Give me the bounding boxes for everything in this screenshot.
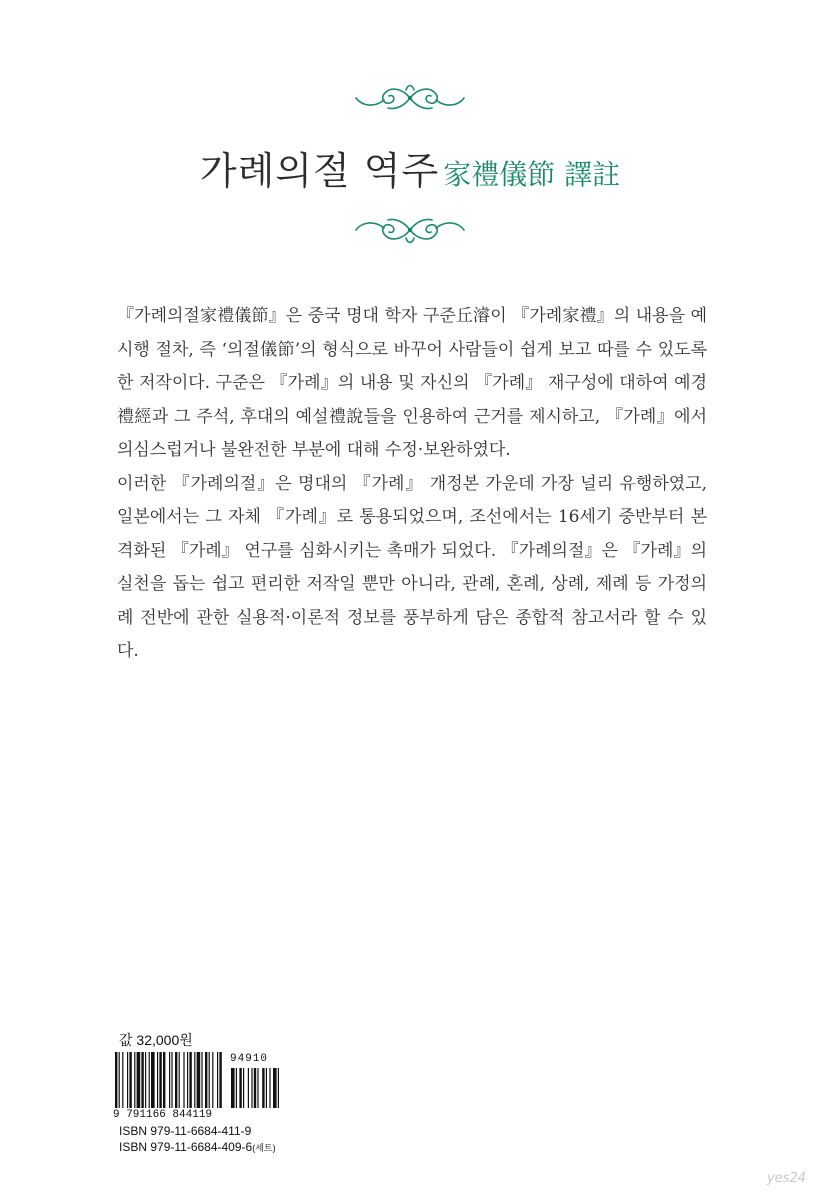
barcode-bar [115, 1052, 117, 1108]
barcode-bar [145, 1052, 146, 1108]
isbn-set [119, 1140, 276, 1154]
barcode-bar [217, 1052, 218, 1108]
watermark: yes24 [766, 1171, 806, 1186]
barcode-bar [157, 1052, 158, 1108]
barcode-addon-bar [254, 1068, 256, 1108]
barcode-addon-bar [273, 1068, 277, 1108]
barcode-addon-bar [262, 1068, 264, 1108]
barcode-bar [169, 1052, 170, 1108]
barcode-addon-bar [243, 1068, 244, 1108]
barcode-addon-bar [266, 1068, 267, 1108]
barcode-addon-bar [248, 1068, 249, 1108]
barcode-bar [212, 1052, 213, 1108]
barcode-bar [149, 1052, 150, 1108]
barcode-bar [183, 1052, 184, 1108]
title-hanja: 家禮儀節 譯註 [443, 158, 621, 191]
barcode-digits: 9 791166 844119 [113, 1109, 213, 1121]
description-paragraph-2: 이러한 『가례의절』은 명대의 『가례』 개정본 가운데 가장 널리 유행하였고, 일본에서는 그 자체 『가례』로 통용되었으며, 조선에서는 16세기 중반부터 본격화된 『가례』 연구를 심화시키는 촉매가 되었다. 『가례의절』은 『가례』의 실천을 돕는 쉽고 편리한 저작일 뿐만 아니라, 관례, 혼례, 상례, 제례 등 가정의례 전반에 관한 실용적·이론적 정보를 풍부하게 담은 종합적 참고서라 할 수 있다. [117, 473, 707, 661]
barcode-bar [141, 1052, 143, 1108]
barcode-addon-bar [239, 1068, 241, 1108]
ornament-bottom-icon [350, 212, 470, 248]
barcode-addon-bar [251, 1068, 252, 1108]
barcode-bar [122, 1052, 123, 1108]
description-paragraph-1: 『가례의절家禮儀節』은 중국 명대 학자 구준丘濬이 『가례家禮』의 내용을 예 시행 절차, 즉 ‘의절儀節’의 형식으로 바꾸어 사람들이 쉽게 보고 따를 수 있도록 한 저작이다. 구준은 『가례』의 내용 및 자신의 『가례』 재구성에 대하여 예경禮經과 그 주석, 후대의 예설禮說들을 인용하여 근거를 제시하고, 『가례』에서 의심스럽거나 불완전한 부분에 대해 수정·보완하였다. [117, 306, 707, 460]
barcode-bar [137, 1052, 141, 1108]
isbn-main: ISBN 979-11-6684-411-9 [119, 1124, 252, 1138]
barcode-bar [201, 1052, 202, 1108]
barcode-bar [134, 1052, 135, 1108]
barcode-bar [119, 1052, 120, 1108]
barcode-bar [171, 1052, 172, 1108]
barcode-bar [197, 1052, 201, 1108]
barcode-bar [175, 1052, 177, 1108]
book-title [0, 140, 820, 195]
barcode-addon-bar [269, 1068, 270, 1108]
isbn-set-number: ISBN 979-11-6684-409-6 [119, 1140, 253, 1154]
barcode-bar [163, 1052, 165, 1108]
barcode-bar [187, 1052, 188, 1108]
barcode-bar [127, 1052, 128, 1108]
barcode-bar [194, 1052, 195, 1108]
price-label: 값 32,000원 [119, 1032, 193, 1048]
barcode-bar [179, 1052, 180, 1108]
title-korean: 가례의절 역주 [199, 149, 440, 193]
barcode-addon-bar [231, 1068, 235, 1108]
barcode-addon-code: 94910 [230, 1053, 269, 1065]
barcode-bar [209, 1052, 210, 1108]
ornament-top-icon [350, 80, 470, 116]
barcode-bar [129, 1052, 131, 1108]
barcode-bar [205, 1052, 207, 1108]
barcode-addon-bar [257, 1068, 258, 1108]
barcode-addon-bar [236, 1068, 237, 1108]
barcode-bar [159, 1052, 161, 1108]
isbn-set-suffix: (세트) [252, 1143, 276, 1153]
barcode-bar [151, 1052, 155, 1108]
book-description [117, 300, 707, 669]
barcode-addon-bar [278, 1068, 279, 1108]
barcode-bar [219, 1052, 221, 1108]
barcode-bar [189, 1052, 191, 1108]
